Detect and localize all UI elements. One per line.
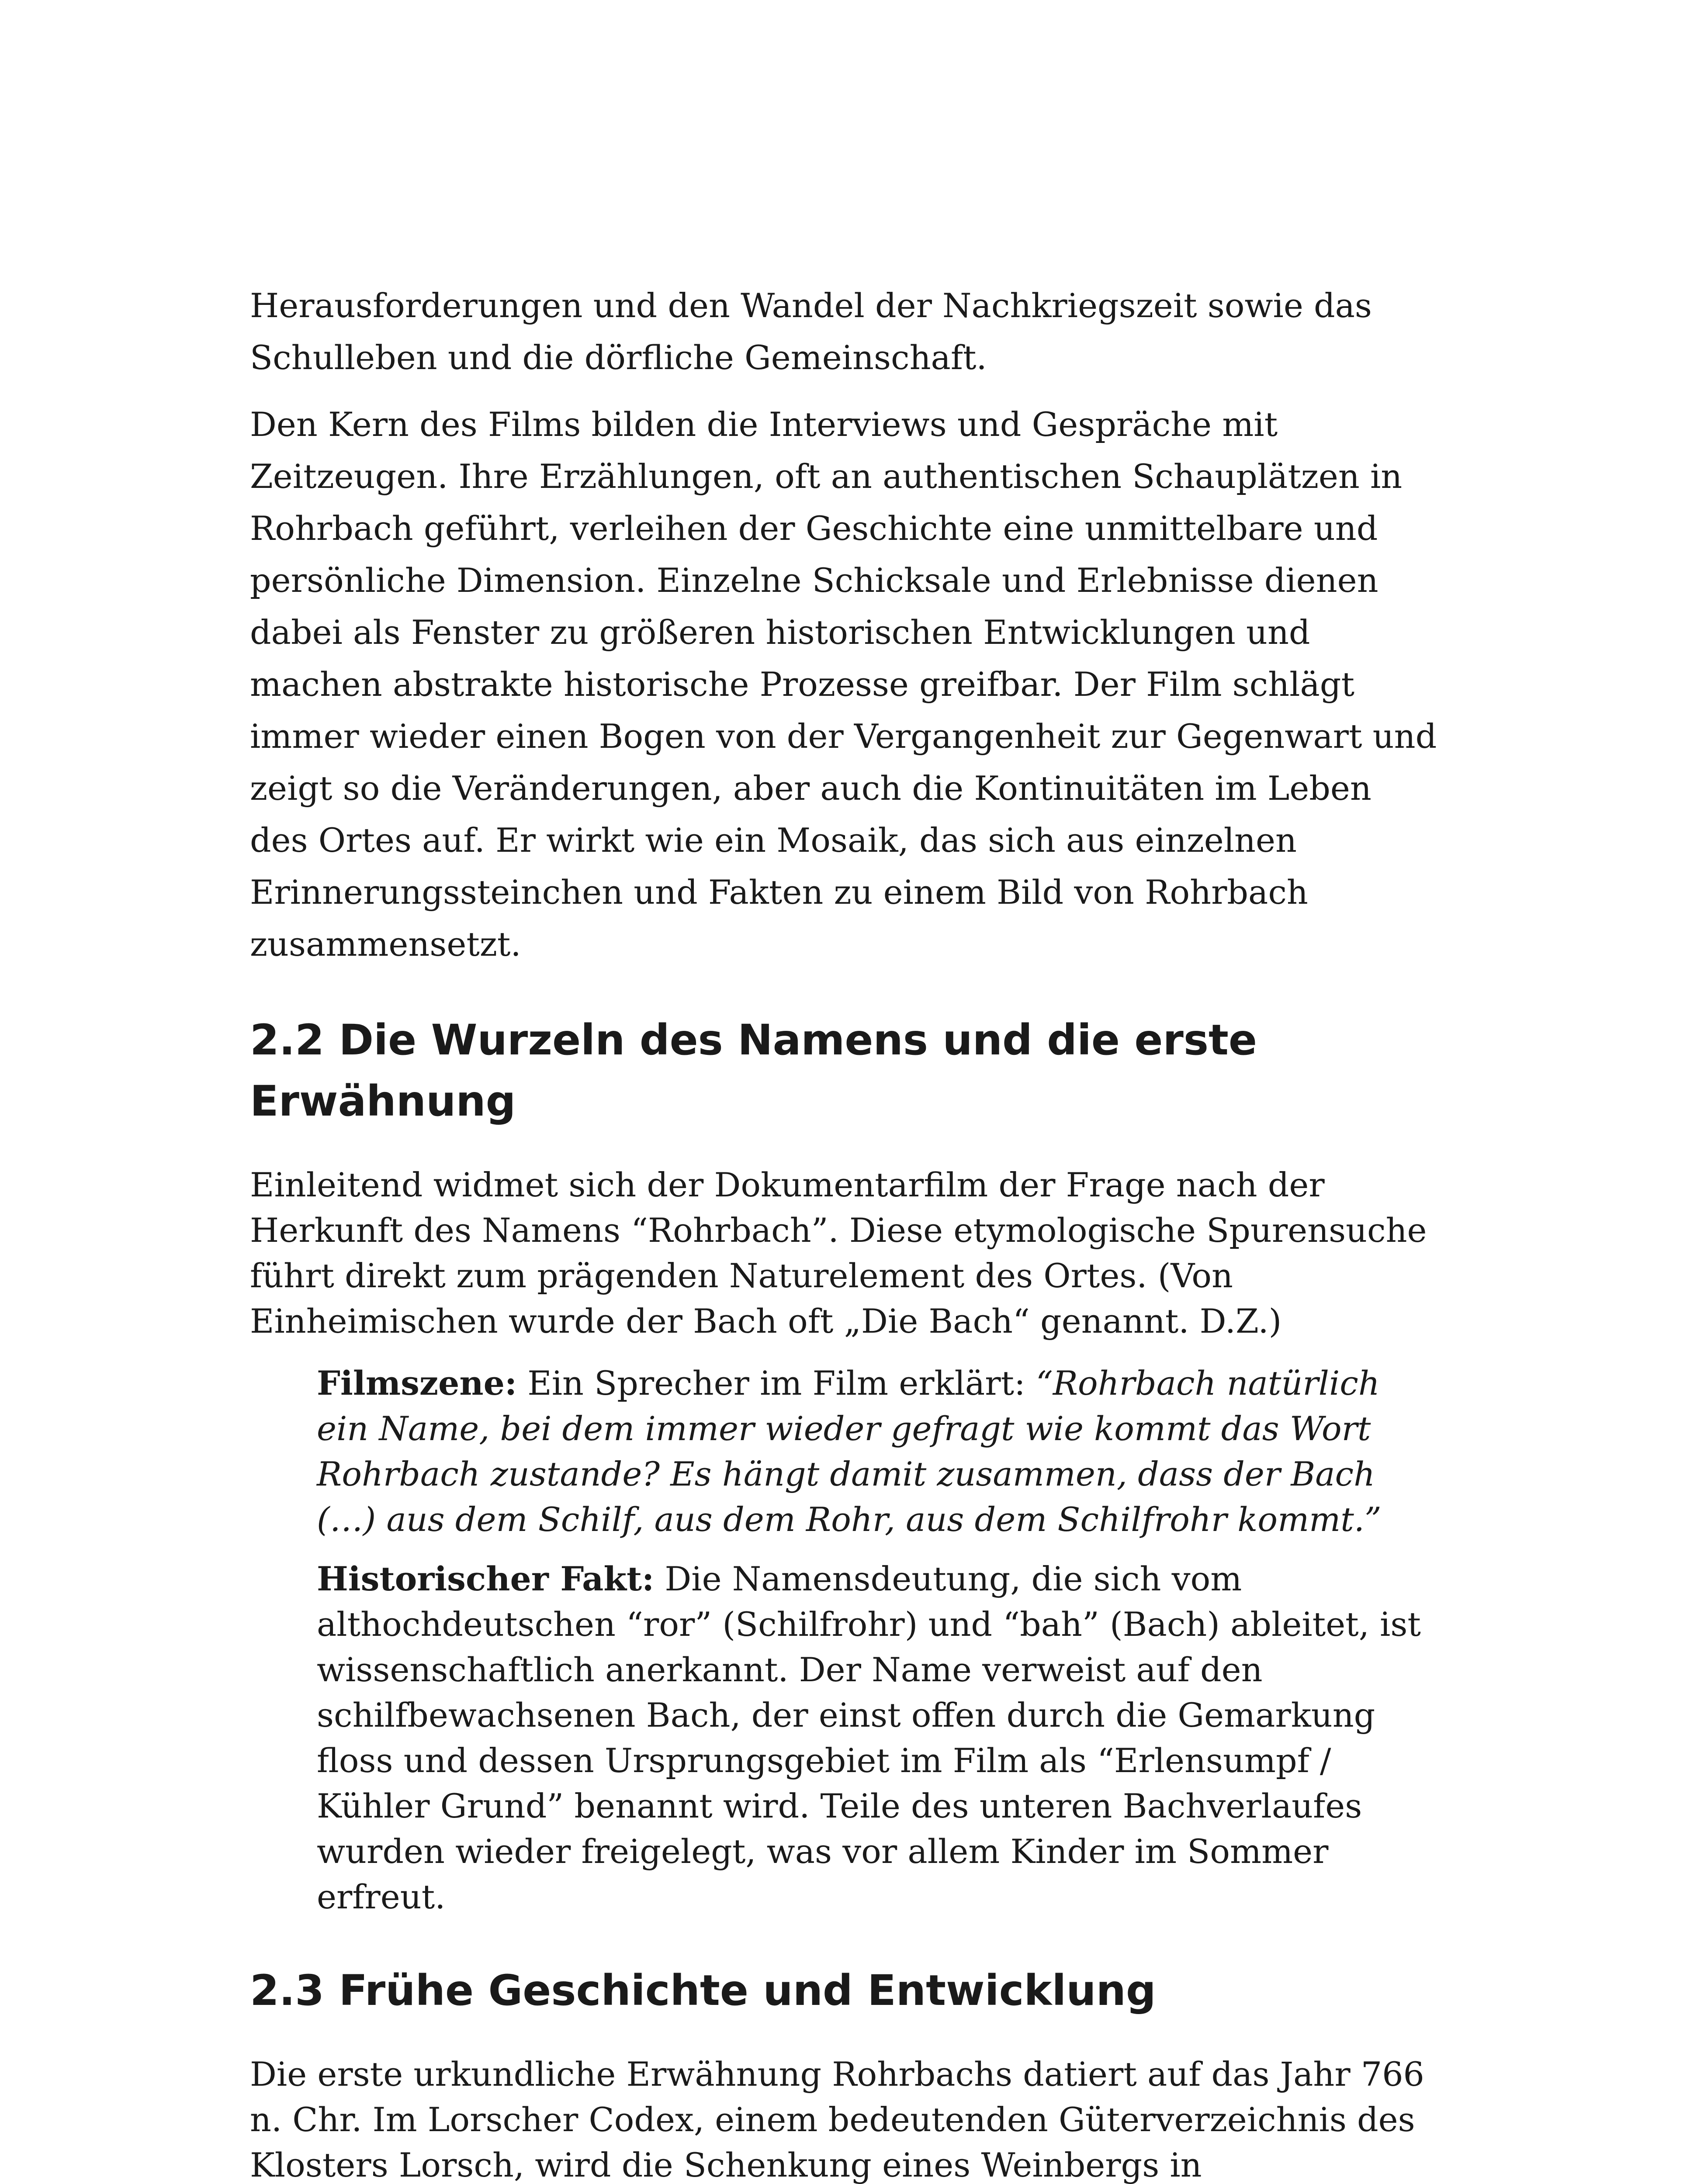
film-scene-text: Ein Sprecher im Film erklärt: bbox=[517, 1364, 1036, 1403]
intro-paragraph-2: Den Kern des Films bilden die Interviews und Gespräche mit Zeitzeugen. Ihre Erzählungen, oft an authentischen Schauplätzen in Rohrbach geführt, verleihen der Geschichte eine unmittelbare und persönliche Dimension. Einzelne Schicksale und Erlebnisse dienen dabei als Fenster zu größeren historischen Entwicklungen und machen abstrakte historische Prozesse greifbar. Der Film schlägt immer wieder einen Bogen von der Vergangenheit zur Gegenwart und zeigt so die Veränderungen, aber auch die Kontinuitäten im Leben des Ortes auf. Er wirkt wie ein Mosaik, das sich aus einzelnen Erinnerungssteinchen und Fakten zu einem Bild von Rohrbach zusammensetzt. bbox=[250, 405, 1437, 964]
film-scene-paragraph bbox=[317, 1361, 1435, 1542]
section-heading-2-2: 2.2 Die Wurzeln des Namens und die erste Erwähnung bbox=[250, 1016, 1257, 1126]
film-scene-block bbox=[317, 1361, 1435, 1920]
section-heading-2-3: 2.3 Frühe Geschichte und Entwicklung bbox=[250, 1966, 1156, 2015]
film-scene-quote: “Rohrbach natürlich ein Name, bei dem immer wieder gefragt wie kommt das Wort Rohrbach zustande? Es hängt damit zusammen, dass der Bach (…) aus dem Schilf, aus dem Rohr, aus dem Schilfrohr kommt.” bbox=[317, 1364, 1382, 1539]
historical-fact-text: Die Namensdeutung, die sich vom althochdeutschen “ror” (Schilfrohr) und “bah” (Bach) ableitet, ist wissenschaftlich anerkannt. Der Name verweist auf den schilfbewachsenen Bach, der einst offen durch die Gemarkung floss und dessen Ursprungsgebiet im Film als “Erlensumpf / Kühler Grund” benannt wird. Teile des unteren Bachverlaufes wurden wieder freigelegt, was vor allem Kinder im Sommer erfreut. bbox=[317, 1559, 1421, 1916]
historical-fact-label: Historischer Fakt: bbox=[317, 1559, 655, 1598]
page-body bbox=[250, 280, 1438, 2184]
section-2-3-intro: Die erste urkundliche Erwähnung Rohrbachs datiert auf das Jahr 766 n. Chr. Im Lorscher Codex, einem bedeutenden Güterverzeichnis des Klosters Lorsch, wird die Schenkung eines Weinbergs in bbox=[250, 2055, 1424, 2184]
intro-paragraph-1: Herausforderungen und den Wandel der Nachkriegszeit sowie das Schulleben und die dörfliche Gemeinschaft. bbox=[250, 286, 1372, 377]
section-2-2-intro: Einleitend widmet sich der Dokumentarfilm der Frage nach der Herkunft des Namens “Rohrbach”. Diese etymologische Spurensuche führt direkt zum prägenden Naturelement des Ortes. (Von Einheimischen wurde der Bach oft „Die Bach“ genannt. D.Z.) bbox=[250, 1165, 1427, 1341]
film-scene-label: Filmszene: bbox=[317, 1364, 517, 1403]
historical-fact-paragraph bbox=[317, 1556, 1435, 1920]
